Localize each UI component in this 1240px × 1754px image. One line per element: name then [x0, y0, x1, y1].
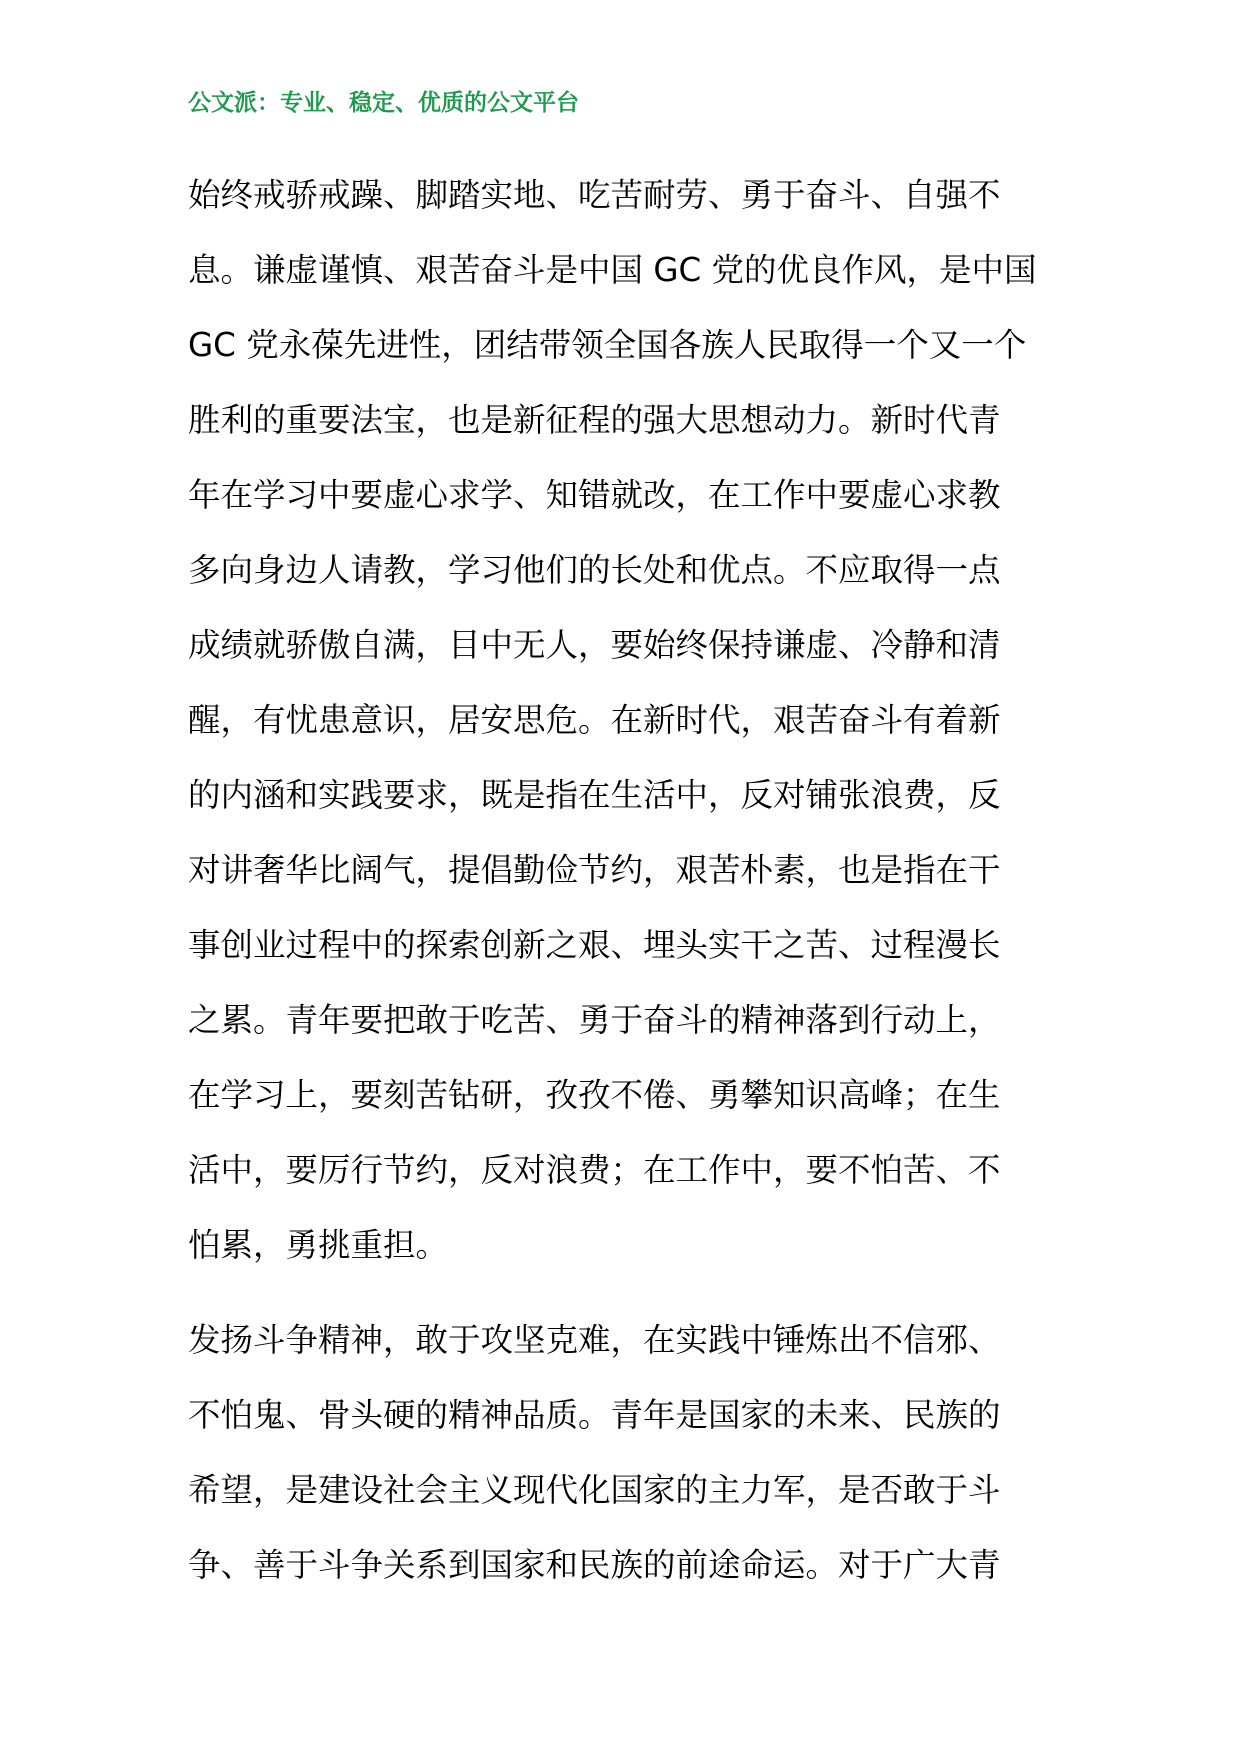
- text-line: 事创业过程中的探索创新之艰、埋头实干之苦、过程漫长: [188, 926, 1001, 964]
- text-line: 胜利的重要法宝，也是新征程的强大思想动力。新时代青: [188, 401, 1001, 439]
- paragraph-1: [188, 158, 1068, 1283]
- text-line: 醒，有忧患意识，居安思危。在新时代，艰苦奋斗有着新: [188, 701, 1001, 739]
- text-line: 在学习上，要刻苦钻研，孜孜不倦、勇攀知识高峰；在生: [188, 1076, 1001, 1114]
- page-header: 公文派：专业、稳定、优质的公文平台: [188, 89, 579, 116]
- text-line: 始终戒骄戒躁、脚踏实地、吃苦耐劳、勇于奋斗、自强不: [188, 176, 1001, 214]
- text-line: GC 党永葆先进性，团结带领全国各族人民取得一个又一个: [188, 326, 1027, 364]
- text-line: 之累。青年要把敢于吃苦、勇于奋斗的精神落到行动上，: [188, 1001, 1001, 1039]
- text-line: 多向身边人请教，学习他们的长处和优点。不应取得一点: [188, 551, 1001, 589]
- text-line: 活中，要厉行节约，反对浪费；在工作中，要不怕苦、不: [188, 1151, 1001, 1189]
- text-line: 对讲奢华比阔气，提倡勤俭节约，艰苦朴素，也是指在干: [188, 851, 1001, 889]
- text-line: 发扬斗争精神，敢于攻坚克难，在实践中锤炼出不信邪、: [188, 1321, 1001, 1359]
- text-line: 年在学习中要虚心求学、知错就改，在工作中要虚心求教: [188, 476, 1001, 514]
- text-line: 怕累，勇挑重担。: [188, 1226, 449, 1264]
- paragraph-2: [188, 1303, 1068, 1603]
- text-line: 的内涵和实践要求，既是指在生活中，反对铺张浪费，反: [188, 776, 1001, 814]
- text-line: 不怕鬼、骨头硬的精神品质。青年是国家的未来、民族的: [188, 1396, 1001, 1434]
- text-line: 成绩就骄傲自满，目中无人，要始终保持谦虚、冷静和清: [188, 626, 1001, 664]
- text-line: 希望，是建设社会主义现代化国家的主力军，是否敢于斗: [188, 1471, 1001, 1509]
- text-line: 争、善于斗争关系到国家和民族的前途命运。对于广大青: [188, 1546, 1001, 1584]
- text-line: 息。谦虚谨慎、艰苦奋斗是中国 GC 党的优良作风，是中国: [188, 251, 1037, 289]
